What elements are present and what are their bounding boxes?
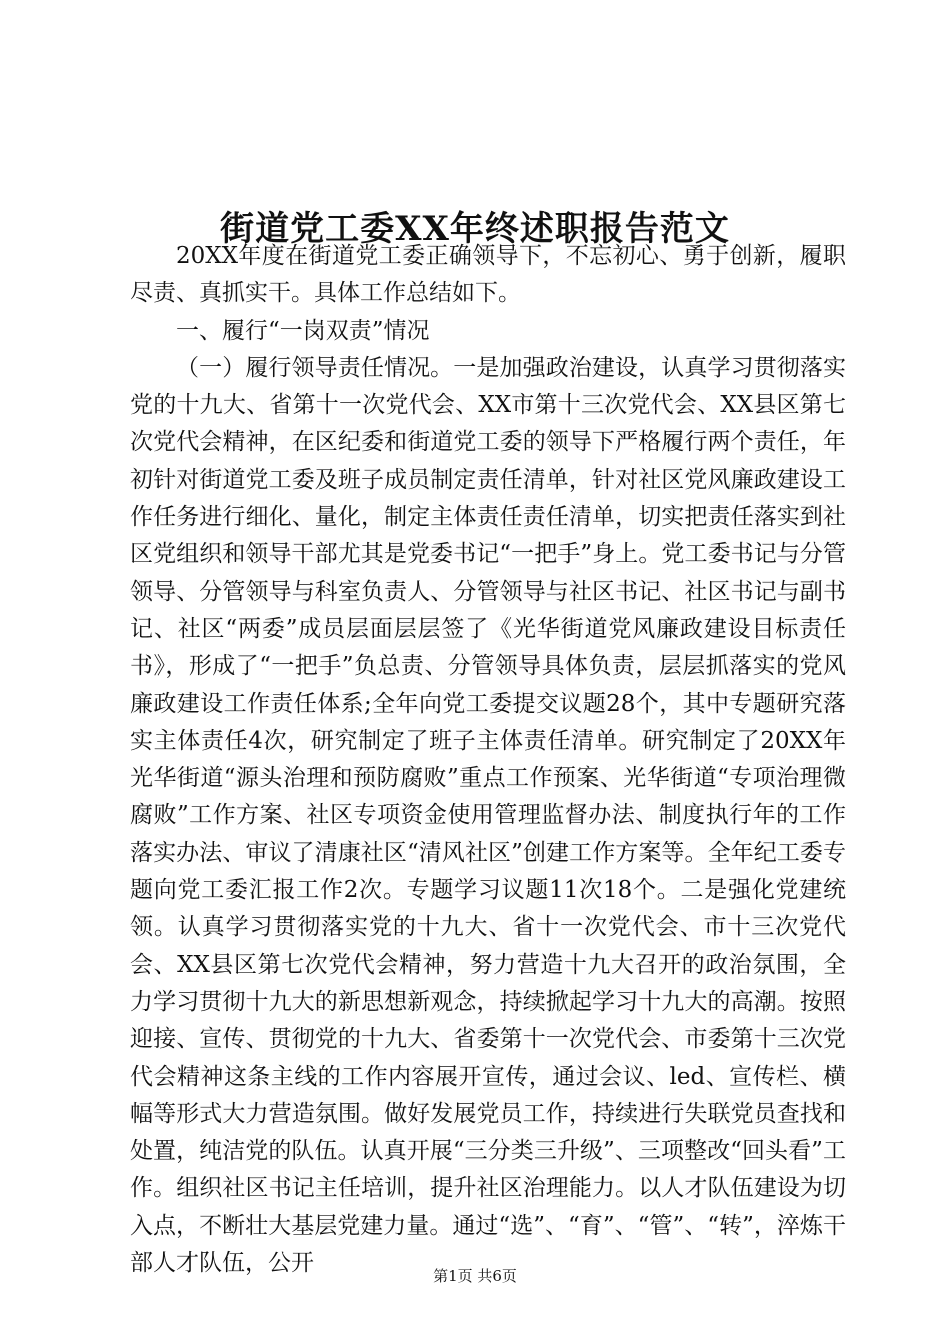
page-number-footer: 第1页 共6页	[433, 1267, 517, 1285]
document-body	[130, 238, 846, 1282]
paragraph-leadership-responsibility: （一）履行领导责任情况。一是加强政治建设，认真学习贯彻落实党的十九大、省第十一次党代会、XX市第十三次党代会、XX县区第七次党代会精神，在区纪委和街道党工委的领导下严格履行两个责任，年初针对街道党工委及班子成员制定责任清单，针对社区党风廉政建设工作任务进行细化、量化，制定主体责任责任清单，切实把责任落实到社区党组织和领导干部尤其是党委书记“一把手”身上。党工委书记与分管领导、分管领导与科室负责人、分管领导与社区书记、社区书记与副书记、社区“两委”成员层面层层签了《光华街道党风廉政建设目标责任书》，形成了“一把手”负总责、分管领导具体负责，层层抓落实的党风廉政建设工作责任体系;全年向党工委提交议题28个，其中专题研究落实主体责任4次，研究制定了班子主体责任清单。研究制定了20XX年光华街道“源头治理和预防腐败”重点工作预案、光华街道“专项治理微腐败”工作方案、社区专项资金使用管理监督办法、制度执行年的工作落实办法、审议了清康社区“清风社区”创建工作方案等。全年纪工委专题向党工委汇报工作2次。专题学习议题11次18个。二是强化党建统领。认真学习贯彻落实党的十九大、省十一次党代会、市十三次党代会、XX县区第七次党代会精神，努力营造十九大召开的政治氛围，全力学习贯彻十九大的新思想新观念，持续掀起学习十九大的高潮。按照迎接、宣传、贯彻党的十九大、省委第十一次党代会、市委第十三次党代会精神这条主线的工作内容展开宣传，通过会议、led、宣传栏、横幅等形式大力营造氛围。做好发展党员工作，持续进行失联党员查找和处置，纯洁党的队伍。认真开展“三分类三升级”、三项整改“回头看”工作。组织社区书记主任培训，提升社区治理能力。以人才队伍建设为切入点，不断壮大基层党建力量。通过“选”、“育”、“管”、“转”，淬炼干部人才队伍，公开	[130, 354, 846, 1277]
section-heading: 一、履行“一岗双责”情况	[176, 317, 430, 344]
document-title: 街道党工委XX年终述职报告范文	[220, 208, 730, 249]
paragraph-intro: 20XX年度在街道党工委正确领导下，不忘初心、勇于创新，履职尽责、真抓实干。具体工作总结如下。	[130, 243, 846, 307]
